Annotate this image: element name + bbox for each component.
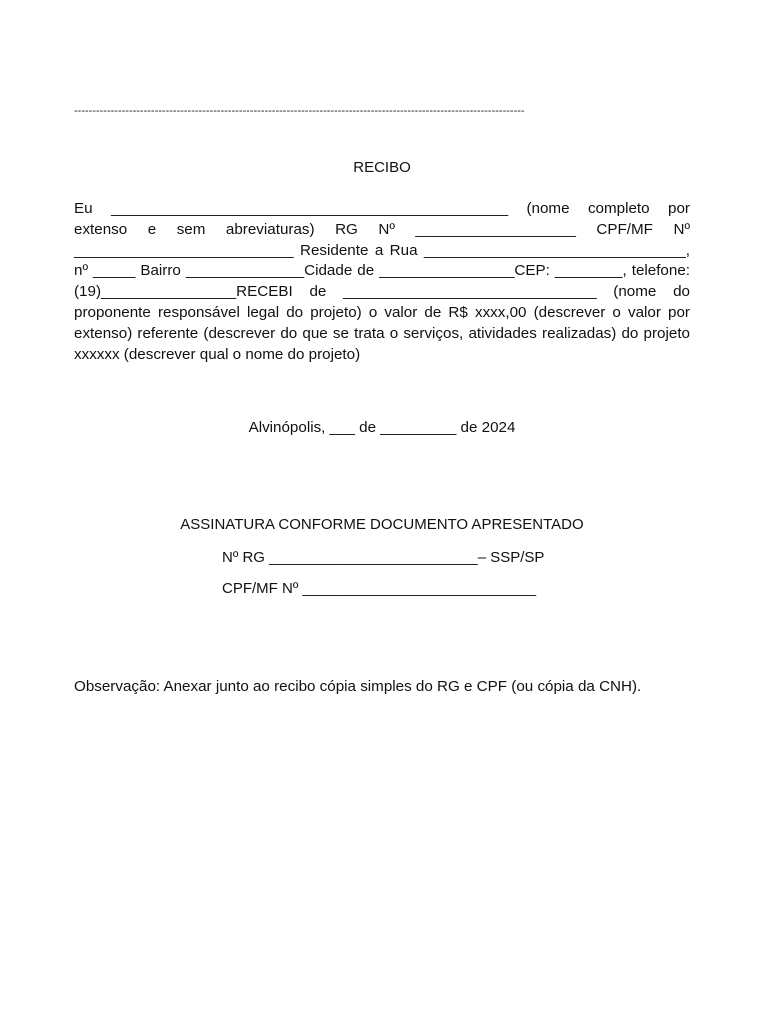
signature-cpf-line: CPF/MF Nº ____________________________ <box>222 580 537 597</box>
receipt-body-paragraph: Eu _______________________________________________ (nome completo por extenso e sem abreviaturas) RG Nº ___________________ CPF/MF Nº __________________________ Residente a Rua _______________________________, nº _____ Bairro ______________Cidade de ________________CEP: ________, telefone:(19)________________RECEBI de ______________________________ (nome do proponente responsável legal do projeto) o valor de R$ xxxx,00 (descrever o valor por extenso) referente (descrever do que se trata o serviços, atividades realizadas) do projeto xxxxxx (descrever qual o nome do projeto) <box>74 200 690 363</box>
observation-note: Observação: Anexar junto ao recibo cópia simples do RG e CPF (ou cópia da CNH). <box>74 678 642 695</box>
separator-line: --------------------------------------------------------------------------------------------------------------------------- <box>74 105 525 117</box>
signature-title: ASSINATURA CONFORME DOCUMENTO APRESENTADO <box>180 516 584 533</box>
signature-rg-line: Nº RG _________________________– SSP/SP <box>222 549 545 566</box>
date-line: Alvinópolis, ___ de _________ de 2024 <box>248 419 516 436</box>
document-title: RECIBO <box>353 159 411 176</box>
